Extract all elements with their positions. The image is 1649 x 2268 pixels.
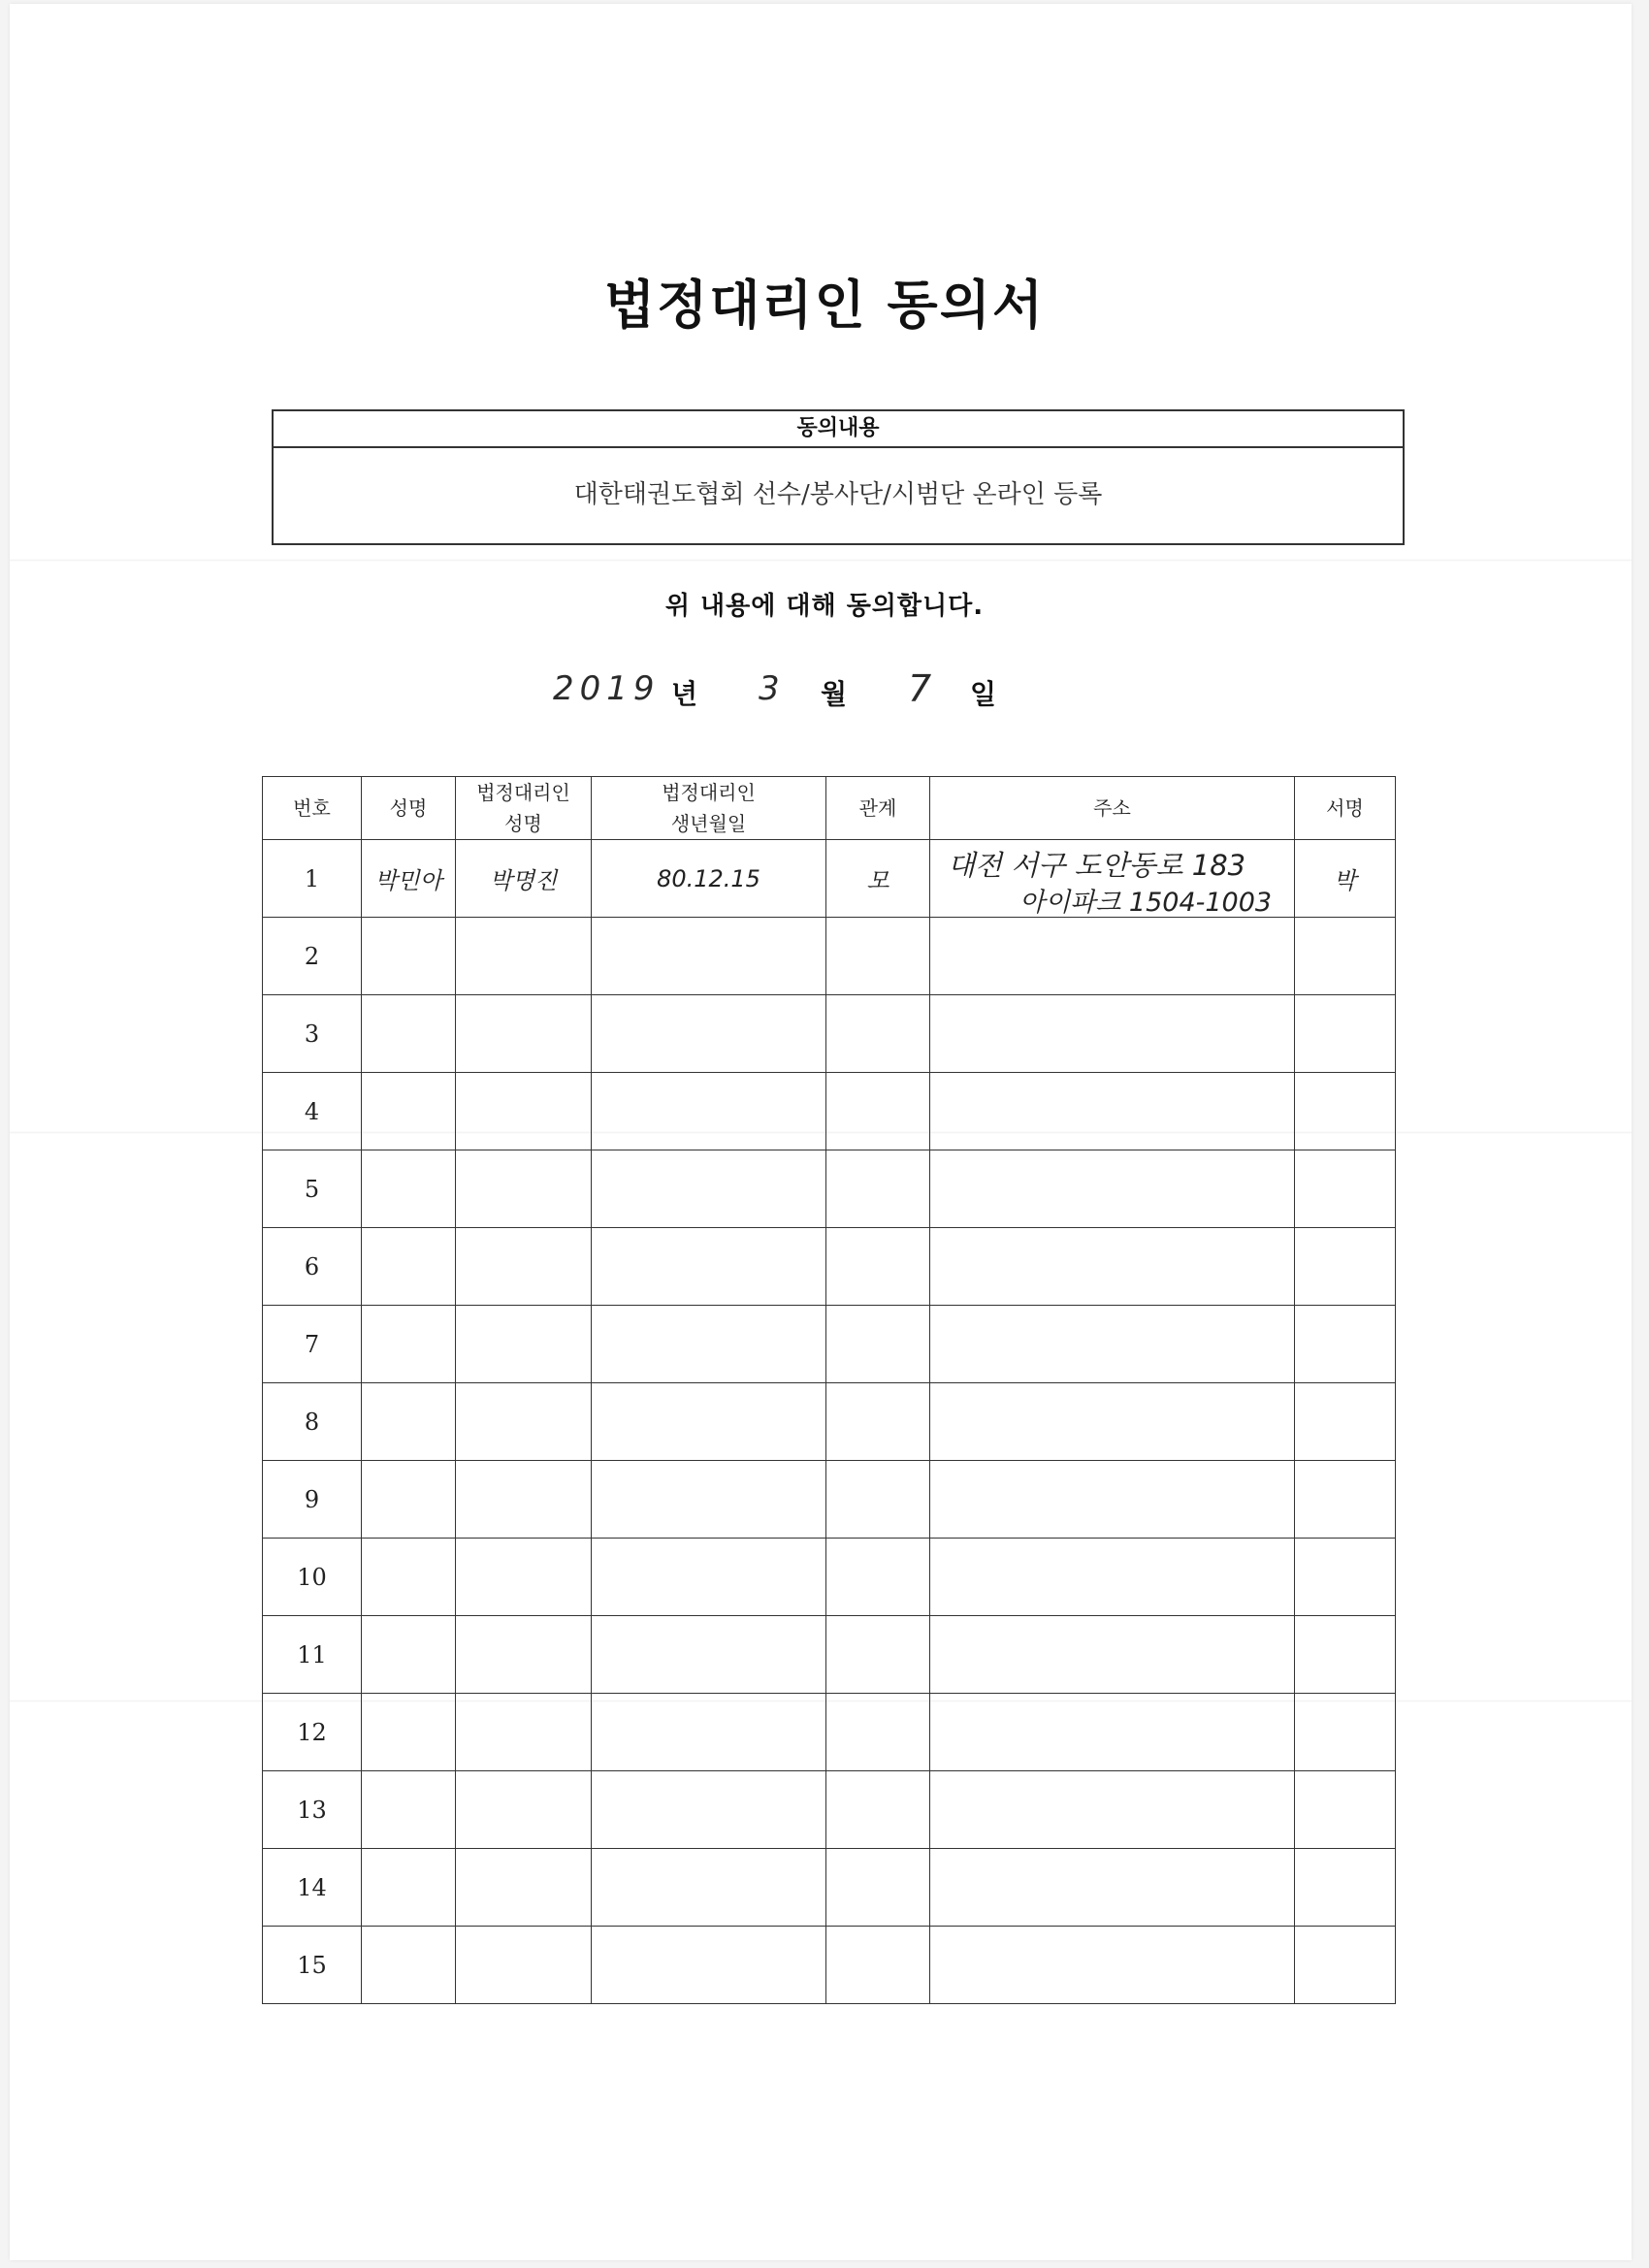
table-row: [263, 1694, 1396, 1771]
table-row: [263, 1306, 1396, 1383]
header-name: 성명: [362, 777, 456, 840]
row-number: 14: [263, 1849, 362, 1927]
guardian-birth-field: 80.12.15: [592, 840, 826, 918]
row-number: 15: [263, 1927, 362, 2004]
table-row: [263, 1539, 1396, 1616]
date-day-label: 일: [970, 678, 997, 710]
table-row: [263, 1383, 1396, 1461]
date-line: [543, 667, 1028, 716]
consent-body: 대한태권도협회 선수/봉사단/시범단 온라인 등록: [573, 480, 1103, 509]
date-day-handwritten: 7: [908, 667, 932, 710]
document-title: 법정대리인 동의서: [603, 275, 1046, 336]
table-row: [263, 1150, 1396, 1228]
row-number: 6: [263, 1228, 362, 1306]
address-line-2: 아이파크 1504-1003: [1019, 888, 1273, 918]
row-number: 1: [263, 840, 362, 918]
header-guardian-birth-line2: 생년월일: [670, 812, 747, 835]
row-number: 4: [263, 1073, 362, 1150]
relation-field: 모: [826, 840, 930, 918]
date-year-handwritten: 2019: [553, 669, 661, 708]
date-year-label: 년: [671, 678, 698, 710]
row-number: 13: [263, 1771, 362, 1849]
row-number: 8: [263, 1383, 362, 1461]
table-row: [263, 918, 1396, 995]
row-number: 10: [263, 1539, 362, 1616]
address-field: [930, 840, 1295, 918]
address-line-1: 대전 서구 도안동로 183: [948, 849, 1246, 882]
header-guardian-birth-line1: 법정대리인: [662, 781, 756, 804]
header-guardian-birth: [592, 777, 826, 840]
table-row: [263, 1771, 1396, 1849]
row-number: 9: [263, 1461, 362, 1539]
header-guardian-name: [456, 777, 592, 840]
header-signature: 서명: [1295, 777, 1396, 840]
table-row: [263, 1228, 1396, 1306]
table-row: [263, 995, 1396, 1073]
table-row: [263, 1461, 1396, 1539]
row-number: 12: [263, 1694, 362, 1771]
table-row: [263, 1927, 1396, 2004]
row-number: 11: [263, 1616, 362, 1694]
row-number: 7: [263, 1306, 362, 1383]
table-header-row: [263, 777, 1396, 840]
consent-header: 동의내용: [274, 411, 1403, 448]
header-guardian-name-line1: 법정대리인: [476, 781, 570, 804]
agree-statement: 위 내용에 대해 동의합니다.: [664, 592, 985, 621]
table-row: [263, 840, 1396, 918]
header-address: 주소: [930, 777, 1295, 840]
date-month-handwritten: 3: [759, 669, 780, 708]
name-field: 박민아: [362, 840, 456, 918]
row-number: 5: [263, 1150, 362, 1228]
row-number: 2: [263, 918, 362, 995]
table-row: [263, 1073, 1396, 1150]
row-number: 3: [263, 995, 362, 1073]
registration-table: [262, 776, 1396, 2004]
paper-fold: [10, 559, 1632, 562]
consent-box: [272, 409, 1405, 545]
guardian-name-field: 박명진: [456, 840, 592, 918]
table-row: [263, 1616, 1396, 1694]
header-relation: 관계: [826, 777, 930, 840]
date-month-label: 월: [821, 678, 848, 710]
signature-field: 박: [1295, 840, 1396, 918]
header-guardian-name-line2: 성명: [504, 812, 542, 835]
table-row: [263, 1849, 1396, 1927]
header-no: 번호: [263, 777, 362, 840]
